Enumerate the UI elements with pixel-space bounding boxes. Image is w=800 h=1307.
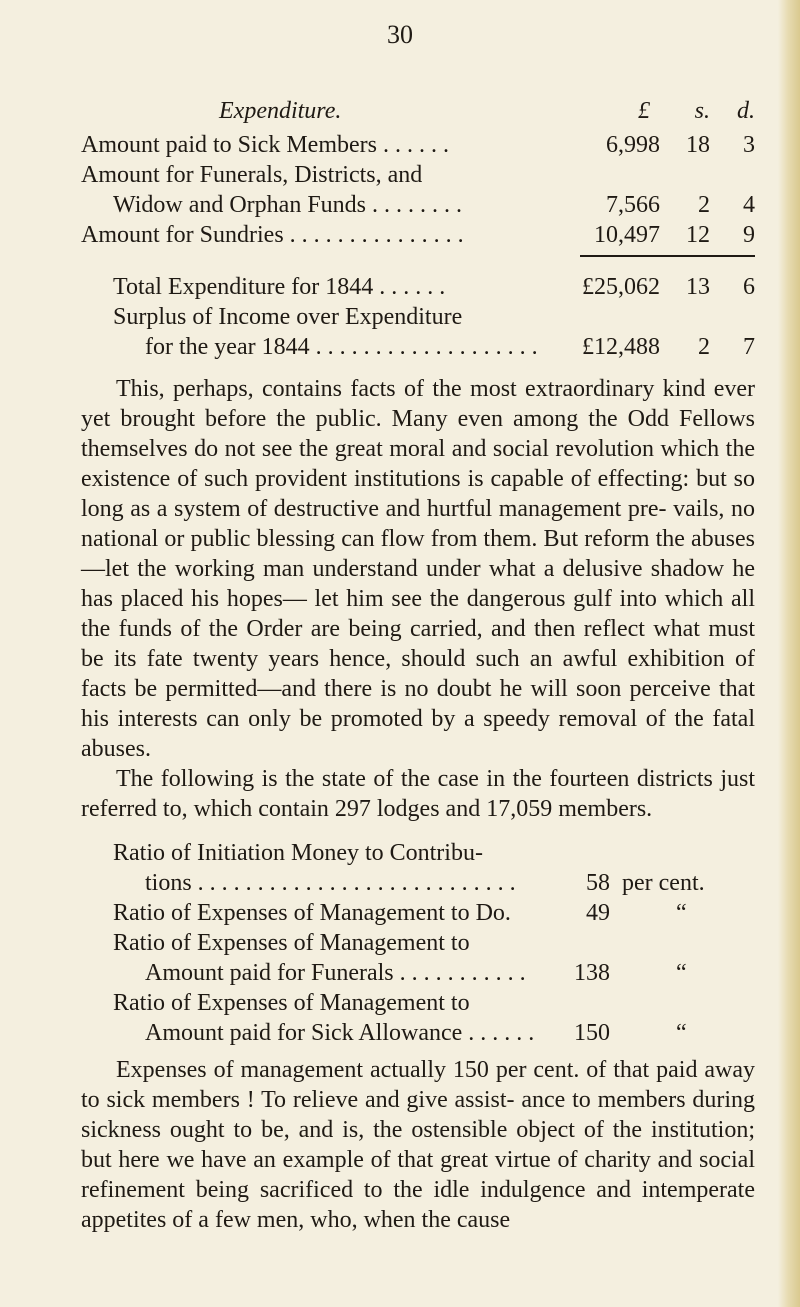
row-label: Amount paid to Sick Members . . . . . . [81,132,449,158]
expenditure-heading: Expenditure. [219,98,342,124]
ratio-label-cont: Amount paid for Sick Allowance . . . . . . [145,1020,535,1046]
row-shillings: 12 [686,222,710,248]
row-shillings: 18 [686,132,710,158]
ratio-label: Ratio of Expenses of Management to [113,930,470,956]
page-edge-shading [778,0,800,1307]
row-pounds: 6,998 [606,132,660,158]
page-number: 30 [387,20,413,49]
row-pence: 4 [743,192,755,218]
paragraph: Expenses of management actually 150 per cent. of that paid away to sick members ! To relieve and give assist- ance to members during sickness ought to be, and is, the ostensible object of the institution; but here we have an example of that great virtue of charity and social refinement being sacrificed to the idle indulgence and intemperate appetites of a few men, who, when the cause [81,1057,755,1233]
closing-text [81,1055,755,1235]
ratio-label-cont: Amount paid for Funerals . . . . . . . . . . . [145,960,526,986]
row-pounds: 10,497 [594,222,660,248]
total-label: Surplus of Income over Expenditure [113,304,463,330]
ratio-value: 49 [586,900,610,926]
row-shillings: 2 [698,192,710,218]
paragraph: The following is the state of the case in the fourteen districts just referred to, which contain 297 lodges and 17,059 members. [81,766,755,822]
ratio-label-cont: tions . . . . . . . . . . . . . . . . . . . . . . . . . . . [145,870,516,896]
ratio-label: Ratio of Expenses of Management to [113,990,470,1016]
ratio-label: Ratio of Expenses of Management to Do. [113,900,511,926]
col-shillings-header: s. [694,98,710,124]
ratio-value: 150 [574,1020,610,1046]
total-label: for the year 1844 . . . . . . . . . . . . . . . . . . . [145,334,538,360]
total-shillings: 13 [686,274,710,300]
row-pounds: 7,566 [606,192,660,218]
col-pence-header: d. [737,98,755,124]
total-pounds: £25,062 [582,274,660,300]
body-text [81,374,755,824]
ratio-unit: per cent. [622,870,705,896]
row-label: Widow and Orphan Funds . . . . . . . . [113,192,463,218]
total-pounds: £12,488 [582,334,660,360]
ratio-unit: “ [676,1020,687,1046]
row-label: Amount for Sundries . . . . . . . . . . . . . . . [81,222,464,248]
ratio-value: 138 [574,960,610,986]
ratio-unit: “ [676,960,687,986]
row-pence: 3 [743,132,755,158]
row-label: Amount for Funerals, Districts, and [81,162,423,188]
col-pounds-header: £ [638,98,650,124]
ratio-value: 58 [586,870,610,896]
row-pence: 9 [743,222,755,248]
sum-rule [580,255,755,257]
ratio-unit: “ [676,900,687,926]
total-label: Total Expenditure for 1844 . . . . . . [113,274,446,300]
total-pence: 6 [743,274,755,300]
total-shillings: 2 [698,334,710,360]
ratio-label: Ratio of Initiation Money to Contribu- [113,840,483,866]
paragraph: This, perhaps, contains facts of the most extraordinary kind ever yet brought before the public. Many even among the Odd Fellows themselves do not see the great moral and social revolution which the existence of such provident institutions is capable of effecting: but so long as a system of destructive and hurtful management pre- vails, no national or public blessing can flow from them. But reform the abuses—let the working man understand under what a delusive shadow he has placed his hopes— let him see the dangerous gulf into which all the funds of the Order are being carried, and then reflect what must be its fate twenty years hence, should such an awful exhibition of facts be permitted—and there is no doubt he will soon perceive that his interests can only be promoted by a speedy removal of the fatal abuses. [81,376,755,762]
total-pence: 7 [743,334,755,360]
